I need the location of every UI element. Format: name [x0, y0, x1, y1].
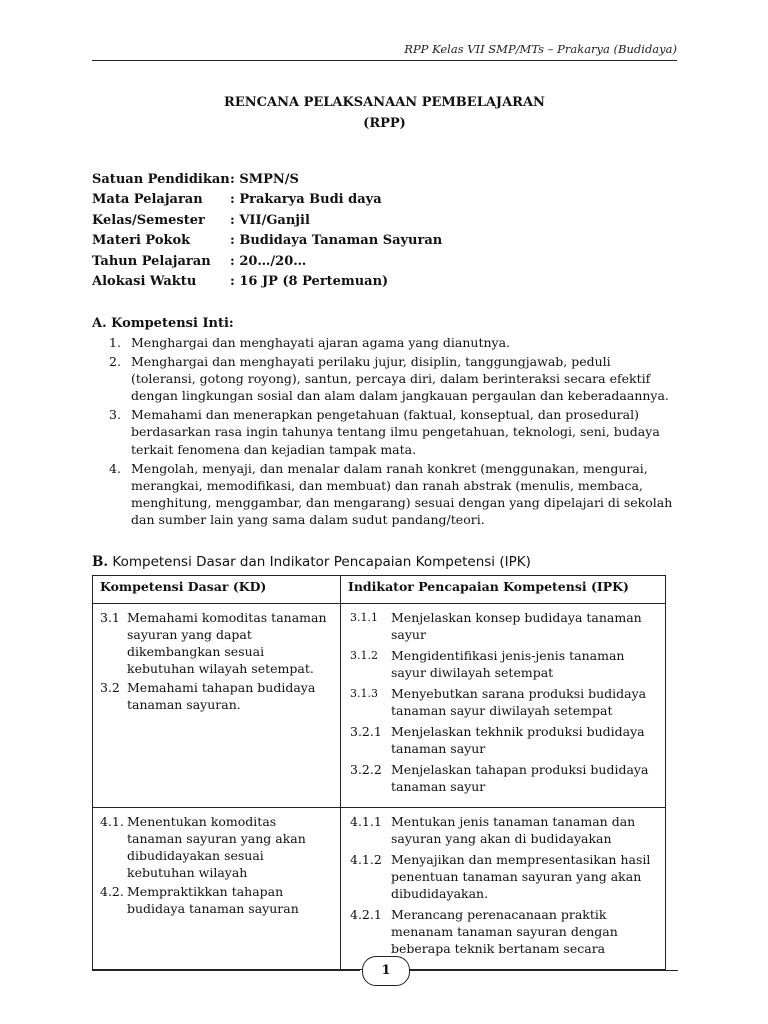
- ipk-item: [350, 906, 657, 957]
- list-item: [92, 334, 677, 351]
- ipk-cell: [341, 604, 666, 808]
- identity-value: : VII/Ganjil: [230, 212, 310, 228]
- ipk-number: 3.1.3: [350, 687, 378, 700]
- list-item: [92, 406, 677, 458]
- kompetensi-inti-list: [92, 334, 677, 530]
- kd-number: 4.1.: [100, 814, 124, 829]
- list-number: 3.: [109, 407, 121, 423]
- ipk-item: [350, 851, 657, 902]
- ipk-number: 3.2.1: [350, 724, 382, 739]
- list-text: Mengolah, menyaji, dan menalar dalam ranah konkret (menggunakan, mengurai, merangkai, memodifikasi, dan membuat) dan ranah abstrak (menulis, membaca, menghitung, menggambar, dan mengarang) sesuai dengan yang dipelajari di sekolah dan sumber lain yang sama dalam sudut pandang/teori.: [131, 460, 673, 528]
- ipk-number: 4.1.2: [350, 852, 382, 867]
- identity-block: [92, 170, 442, 292]
- ipk-item: [350, 813, 657, 847]
- ipk-number: 4.2.1: [350, 907, 382, 922]
- kd-number: 3.2: [100, 680, 120, 695]
- section-b-title: [92, 554, 531, 570]
- title-line-2: (RPP): [363, 116, 406, 131]
- identity-row: [92, 170, 442, 190]
- list-number: 2.: [109, 353, 121, 369]
- kd-text: Memahami tahapan budidaya tanaman sayuran.: [127, 680, 316, 712]
- identity-row: [92, 272, 442, 292]
- identity-value: : 16 JP (8 Pertemuan): [230, 273, 389, 289]
- ipk-text: Menjelaskan tahapan produksi budidaya tanaman sayur: [391, 762, 649, 794]
- ipk-item: [350, 685, 657, 719]
- identity-value: : Prakarya Budi daya: [230, 192, 382, 208]
- identity-value: : 20…/20…: [230, 253, 307, 269]
- ipk-item: [350, 723, 657, 757]
- list-number: 4.: [109, 460, 121, 476]
- ipk-number: 4.1.1: [350, 814, 382, 829]
- kd-item: [100, 609, 334, 677]
- table-row: [93, 604, 666, 808]
- ipk-item: [350, 761, 657, 795]
- identity-label: Tahun Pelajaran: [92, 253, 211, 269]
- kd-cell: [93, 808, 341, 970]
- kd-item: [100, 679, 334, 713]
- page-number: 1: [362, 956, 410, 986]
- identity-value: : SMPN/S: [230, 172, 299, 187]
- list-text: Menghargai dan menghayati ajaran agama yang dianutnya.: [131, 335, 511, 350]
- kd-cell: [93, 604, 341, 808]
- kd-text: Menentukan komoditas tanaman sayuran yang akan dibudidayakan sesuai kebutuhan wilayah: [127, 814, 306, 880]
- identity-row: [92, 252, 442, 272]
- ipk-text: Menjelaskan tekhnik produksi budidaya tanaman sayur: [391, 724, 645, 756]
- footer-rule-left: [92, 970, 360, 971]
- section-a-title: A. Kompetensi Inti:: [92, 316, 234, 331]
- identity-row: [92, 231, 442, 251]
- identity-row: [92, 190, 442, 210]
- list-item: [92, 353, 677, 405]
- running-header: RPP Kelas VII SMP/MTs – Prakarya (Budidaya): [404, 42, 677, 56]
- kd-ipk-table: [92, 575, 666, 970]
- ipk-number: 3.1.1: [350, 611, 378, 624]
- title-line-1: RENCANA PELAKSANAAN PEMBELAJARAN: [224, 95, 545, 110]
- identity-label: Mata Pelajaran: [92, 192, 203, 208]
- identity-label: Alokasi Waktu: [92, 273, 197, 289]
- list-text: Menghargai dan menghayati perilaku jujur, disiplin, tanggungjawab, peduli (toleransi, gotong royong), santun, percaya diri, dalam berinteraksi secara efektif dengan lingkungan sosial dan alam dalam jangkauan pergaulan dan keberadaannya.: [131, 353, 669, 404]
- identity-label: Satuan Pendidikan: [92, 172, 230, 187]
- list-text: Memahami dan menerapkan pengetahuan (faktual, konseptual, dan prosedural) berdasarkan rasa ingin tahunya tentang ilmu pengetahuan, teknologi, seni, budaya terkait fenomena dan kejadian tampak mata.: [131, 407, 660, 457]
- kd-number: 4.2.: [100, 884, 124, 899]
- ipk-item: [350, 647, 657, 681]
- column-header-kd: Kompetensi Dasar (KD): [93, 576, 341, 604]
- ipk-cell: [341, 808, 666, 970]
- ipk-item: [350, 609, 657, 643]
- identity-label: Kelas/Semester: [92, 212, 205, 228]
- ipk-text: Menyebutkan sarana produksi budidaya tanaman sayur diwilayah setempat: [391, 686, 647, 718]
- kd-text: Mempraktikkan tahapan budidaya tanaman sayuran: [127, 884, 299, 916]
- kd-item: [100, 883, 334, 917]
- identity-row: [92, 211, 442, 231]
- ipk-text: Menjelaskan konsep budidaya tanaman sayur: [391, 610, 642, 642]
- section-b-letter: B.: [92, 554, 109, 570]
- section-b-text: Kompetensi Dasar dan Indikator Pencapaian Kompetensi (IPK): [112, 554, 531, 570]
- column-header-ipk: Indikator Pencapaian Kompetensi (IPK): [341, 576, 666, 604]
- kd-number: 3.1: [100, 610, 120, 625]
- ipk-text: Mentukan jenis tanaman tanaman dan sayuran yang akan di budidayakan: [391, 814, 636, 846]
- ipk-text: Menyajikan dan mempresentasikan hasil penentuan tanaman sayuran yang akan dibudidayakan.: [391, 852, 651, 901]
- list-number: 1.: [109, 335, 121, 350]
- kd-text: Memahami komoditas tanaman sayuran yang dapat dikembangkan sesuai kebutuhan wilayah setempat.: [127, 610, 327, 676]
- ipk-number: 3.2.2: [350, 762, 382, 777]
- ipk-text: Mengidentifikasi jenis-jenis tanaman sayur diwilayah setempat: [391, 648, 625, 680]
- ipk-number: 3.1.2: [350, 649, 378, 662]
- table-header-row: [93, 576, 666, 604]
- identity-label: Materi Pokok: [92, 233, 191, 249]
- header-rule: [92, 60, 677, 61]
- kd-item: [100, 813, 334, 881]
- list-item: [92, 460, 677, 529]
- identity-value: : Budidaya Tanaman Sayuran: [230, 233, 443, 249]
- ipk-text: Merancang perenacanaan praktik menanam tanaman sayuran dengan beberapa teknik bertanam secara: [391, 907, 618, 956]
- document-title: [92, 92, 677, 134]
- table-row: [93, 808, 666, 970]
- footer-rule-right: [410, 970, 678, 971]
